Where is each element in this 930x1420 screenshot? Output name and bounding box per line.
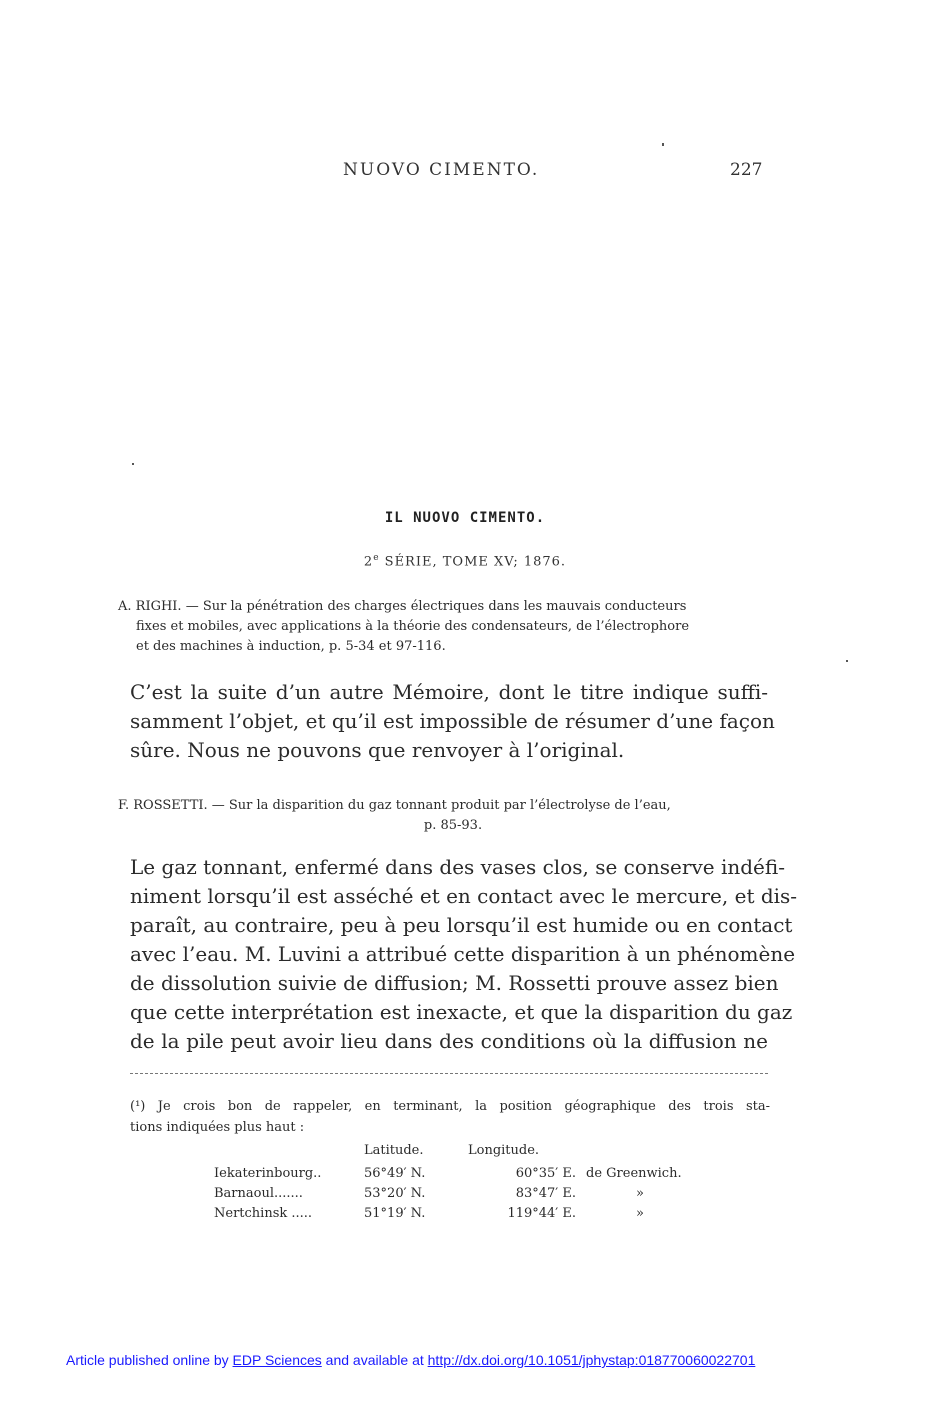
reference-line: fixes et mobiles, avec applications à la théorie des condensateurs, de l’électrophore — [136, 619, 690, 634]
table-header-row — [214, 1143, 746, 1166]
station-longitude: 60°35′ E. — [515, 1166, 576, 1181]
body-line: niment lorsqu’il est asséché et en contact avec le mercure, et dis- — [130, 884, 798, 908]
scan-speck — [132, 463, 134, 465]
scan-speck — [662, 143, 664, 146]
body-line: avec l’eau. M. Luvini a attribué cette disparition à un phénomène — [130, 942, 796, 966]
series-superscript: e — [373, 553, 380, 563]
series-text: SÉRIE, TOME XV; 1876. — [379, 554, 567, 570]
body-line: de la pile peut avoir lieu dans des conditions où la diffusion ne — [130, 1029, 768, 1053]
footnote — [130, 1096, 770, 1138]
ditto-mark: » — [636, 1186, 644, 1201]
footnote-line: tions indiquées plus haut : — [130, 1120, 305, 1135]
footer-middle: and available at — [321, 1352, 428, 1368]
column-header — [586, 1143, 746, 1166]
article-summary-righi — [130, 678, 775, 765]
body-line: que cette interprétation est inexacte, et que la disparition du gaz — [130, 1000, 793, 1024]
publisher-link[interactable]: EDP Sciences — [232, 1352, 322, 1368]
station-longitude: 83°47′ E. — [515, 1186, 576, 1201]
body-line: paraît, au contraire, peu à peu lorsqu’il est humide ou en contact — [130, 913, 793, 937]
scan-speck — [846, 660, 848, 662]
journal-series — [0, 553, 930, 569]
body-line: C’est la suite d’un autre Mémoire, dont le titre indique suffi- — [130, 680, 768, 704]
column-header-longitude: Longitude. — [468, 1143, 540, 1158]
station-name: Iekaterinbourg.. — [214, 1166, 322, 1181]
reference-line: A. RIGHI. — Sur la pénétration des charges électriques dans les mauvais conducteurs — [118, 599, 687, 614]
body-line: sûre. Nous ne pouvons que renvoyer à l’original. — [130, 738, 625, 762]
article-reference-rossetti — [118, 796, 778, 836]
station-coordinates-table — [214, 1143, 746, 1226]
running-title: NUOVO CIMENTO. — [343, 160, 540, 180]
journal-title: IL NUOVO CIMENTO. — [384, 510, 546, 526]
doi-link[interactable]: http://dx.doi.org/10.1051/jphystap:018770060022701 — [427, 1352, 756, 1368]
table-row — [214, 1206, 746, 1226]
station-latitude: 51°19′ N. — [364, 1206, 426, 1221]
column-header — [214, 1143, 364, 1166]
body-line: Le gaz tonnant, enfermé dans des vases clos, se conserve indéfi- — [130, 855, 785, 879]
station-latitude: 56°49′ N. — [364, 1166, 426, 1181]
body-line: samment l’objet, et qu’il est impossible de résumer d’une façon — [130, 709, 775, 733]
footnote-divider — [130, 1073, 768, 1074]
station-longitude: 119°44′ E. — [507, 1206, 576, 1221]
series-number: 2 — [363, 554, 374, 570]
table-row — [214, 1186, 746, 1206]
publisher-footer — [66, 1352, 755, 1368]
body-line: de dissolution suivie de diffusion; M. Rossetti prouve assez bien — [130, 971, 779, 995]
footer-prefix: Article published online by — [66, 1352, 233, 1368]
column-header-latitude: Latitude. — [364, 1143, 424, 1158]
footnote-line: (¹) Je crois bon de rappeler, en terminant, la position géographique des trois sta- — [130, 1099, 770, 1114]
station-name: Barnaoul....... — [214, 1186, 303, 1201]
table-row — [214, 1166, 746, 1186]
station-latitude: 53°20′ N. — [364, 1186, 426, 1201]
article-reference-righi — [118, 597, 778, 657]
ditto-mark: » — [636, 1206, 644, 1221]
page-number: 227 — [730, 160, 763, 180]
longitude-reference: de Greenwich. — [586, 1166, 682, 1181]
reference-line: et des machines à induction, p. 5-34 et 97-116. — [136, 639, 446, 654]
station-name: Nertchinsk ..... — [214, 1206, 313, 1221]
reference-line: F. ROSSETTI. — Sur la disparition du gaz tonnant produit par l’électrolyse de l’eau, — [118, 798, 671, 813]
reference-pages: p. 85-93. — [423, 818, 483, 833]
article-summary-rossetti — [130, 853, 798, 1056]
